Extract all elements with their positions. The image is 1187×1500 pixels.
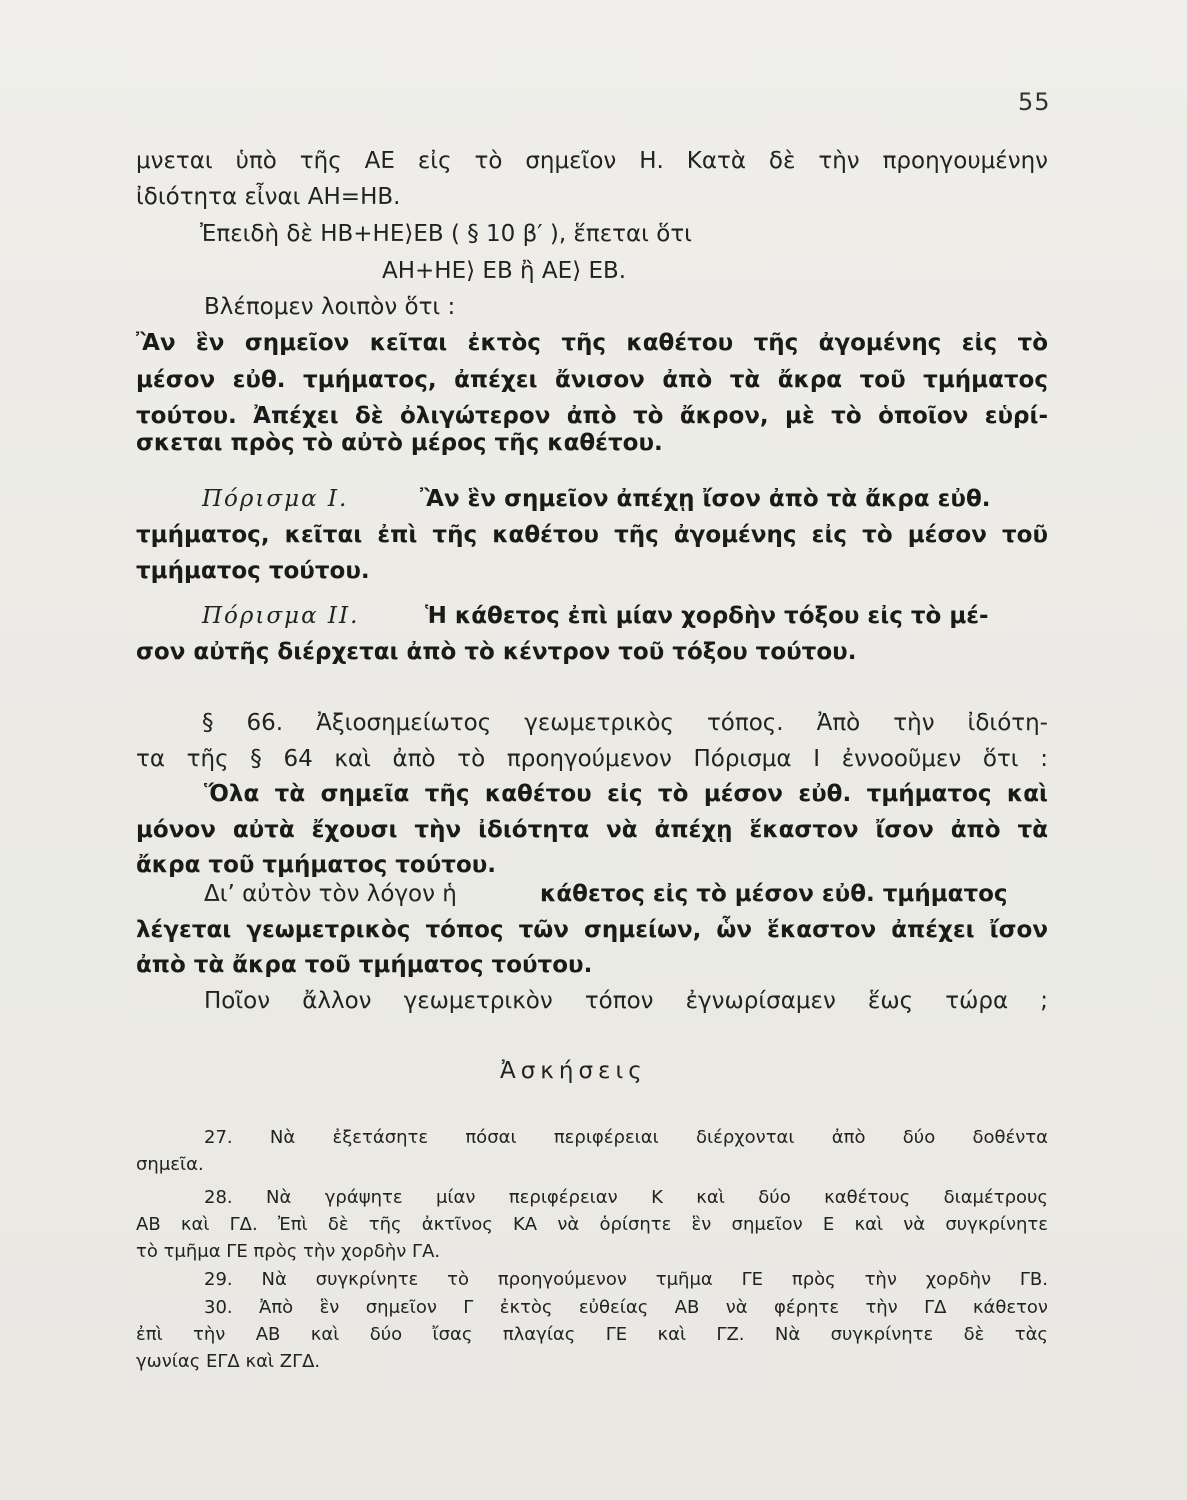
section-heading-line: § 66. Ἀξιοσημείωτος γεωμετρικὸς τόπος. Ἀπὸ τὴν ἰδιότη-: [202, 710, 1048, 736]
theorem-line: Ὅλα τὰ σημεῖα τῆς καθέτου εἰς τὸ μέσον εὐθ. τμήματος καὶ: [204, 781, 1048, 807]
exercise-line: 27. Νὰ ἐξετάσητε πόσαι περιφέρειαι διέρχονται ἀπὸ δύο δοθέντα: [204, 1127, 1048, 1148]
corollary-label: Πόρισμα I.: [202, 486, 349, 512]
definition-text: ἀπὸ τὰ ἄκρα τοῦ τμήματος τούτου.: [136, 952, 593, 978]
text-line: Δι’ αὐτὸν τὸν λόγον ἡ: [204, 881, 457, 907]
exercise-line: τὸ τμῆμα ΓΕ πρὸς τὴν χορδὴν ΓΑ.: [136, 1241, 441, 1262]
page-number: 55: [1018, 88, 1051, 116]
exercise-line: ΑΒ καὶ ΓΔ. Ἐπὶ δὲ τῆς ἀκτῖνος ΚΑ νὰ ὁρίσητε ἓν σημεῖον Ε καὶ νὰ συγκρίνητε: [136, 1214, 1048, 1235]
corollary-text: τμήματος, κεῖται ἐπὶ τῆς καθέτου τῆς ἀγομένης εἰς τὸ μέσον τοῦ: [136, 522, 1048, 548]
exercise-line: 30. Ἀπὸ ἓν σημεῖον Γ ἐκτὸς εὐθείας ΑΒ νὰ φέρητε τὴν ΓΔ κάθετον: [204, 1297, 1048, 1318]
theorem-line: μέσον εὐθ. τμήματος, ἀπέχει ἄνισον ἀπὸ τὰ ἄκρα τοῦ τμήματος: [136, 367, 1048, 393]
exercise-line: σημεῖα.: [136, 1154, 204, 1175]
theorem-line: Ἂν ἓν σημεῖον κεῖται ἐκτὸς τῆς καθέτου τῆς ἀγομένης εἰς τὸ: [136, 330, 1048, 356]
theorem-line: μόνον αὐτὰ ἔχουσι τὴν ἰδιότητα νὰ ἀπέχῃ ἕκαστον ἴσον ἀπὸ τὰ: [136, 817, 1048, 843]
exercises-heading: Ἀσκήσεις: [500, 1058, 647, 1084]
text-line: Ἐπειδὴ δὲ ΗΒ+ΗΕ⟩ΕΒ ( § 10 β′ ), ἕπεται ὅτι: [200, 221, 692, 247]
exercise-line: 29. Νὰ συγκρίνητε τὸ προηγούμενον τμῆμα ΓΕ πρὸς τὴν χορδὴν ΓΒ.: [204, 1269, 1048, 1290]
text-line: Βλέπομεν λοιπὸν ὅτι :: [204, 294, 456, 320]
exercise-line: γωνίας ΕΓΔ καὶ ΖΓΔ.: [136, 1351, 321, 1372]
theorem-line: σκεται πρὸς τὸ αὐτὸ μέρος τῆς καθέτου.: [136, 430, 663, 456]
corollary-text: Ἂν ἓν σημεῖον ἀπέχῃ ἴσον ἀπὸ τὰ ἄκρα εὐθ.: [420, 486, 991, 512]
text-line: τα τῆς § 64 καὶ ἀπὸ τὸ προηγούμενον Πόρισμα I ἐννοοῦμεν ὅτι :: [136, 746, 1048, 772]
text-line: ἰδιότητα εἶναι ΑΗ=ΗΒ.: [136, 184, 401, 210]
question-line: Ποῖον ἄλλον γεωμετρικὸν τόπον ἐγνωρίσαμεν ἕως τώρα ;: [204, 988, 1048, 1014]
definition-text: λέγεται γεωμετρικὸς τόπος τῶν σημείων, ὧν ἕκαστον ἀπέχει ἴσον: [136, 917, 1048, 943]
corollary-text: σον αὐτῆς διέρχεται ἀπὸ τὸ κέντρον τοῦ τόξου τούτου.: [136, 639, 857, 665]
corollary-text: τμήματος τούτου.: [136, 558, 370, 584]
theorem-line: ἄκρα τοῦ τμήματος τούτου.: [136, 852, 497, 878]
definition-text: κάθετος εἰς τὸ μέσον εὐθ. τμήματος: [540, 881, 1008, 907]
exercise-line: 28. Νὰ γράψητε μίαν περιφέρειαν Κ καὶ δύο καθέτους διαμέτρους: [204, 1187, 1048, 1208]
equation-line: ΑΗ+ΗΕ⟩ ΕΒ ἢ ΑΕ⟩ ΕΒ.: [382, 258, 627, 284]
exercise-line: ἐπὶ τὴν ΑΒ καὶ δύο ἴσας πλαγίας ΓΕ καὶ ΓΖ. Νὰ συγκρίνητε δὲ τὰς: [136, 1324, 1048, 1345]
corollary-label: Πόρισμα II.: [202, 603, 360, 629]
text-line: μνεται ὑπὸ τῆς ΑΕ εἰς τὸ σημεῖον Η. Κατὰ δὲ τὴν προηγουμένην: [136, 148, 1048, 174]
theorem-line: τούτου. Ἀπέχει δὲ ὀλιγώτερον ἀπὸ τὸ ἄκρον, μὲ τὸ ὁποῖον εὑρί-: [136, 403, 1048, 429]
corollary-text: Ἡ κάθετος ἐπὶ μίαν χορδὴν τόξου εἰς τὸ μέ-: [425, 603, 989, 629]
